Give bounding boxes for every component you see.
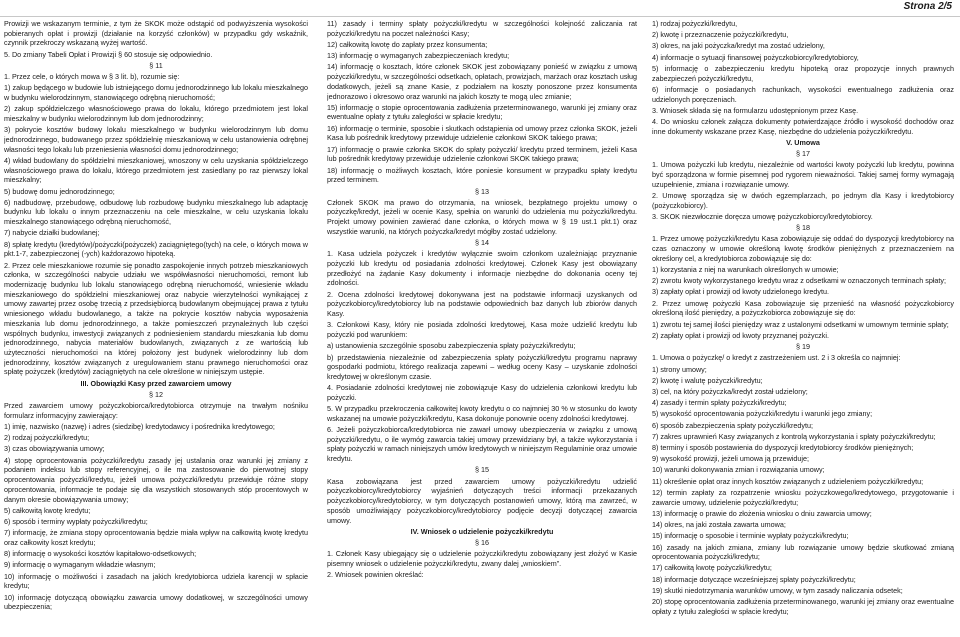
paragraph: 5) informację o zabezpieczeniu kredytu hipoteką oraz propozycje innych prawnych zabezpieczeń pożyczki/kredytu, (652, 63, 954, 83)
paragraph: 1) imię, nazwisko (nazwę) i adres (siedzibę) kredytodawcy i pośrednika kredytowego; (4, 422, 275, 432)
paragraph: Członek SKOK ma prawo do otrzymania, na wniosek, bezpłatnego projektu umowy o pożyczkę/kredyt, jeżeli w ocenie Kasy, spełnia on warunki do udzielenia mu pożyczki/kredytu. Projekt umowy powinien zawierać dane członka, o których mowa w § 19 ust.1 pkt.1) oraz wszystkie warunki, na których pożyczka/kredyt mógłby zostać udzielony. (327, 197, 637, 236)
paragraph: 8) informację o wysokości kosztów kapitałowo-odsetkowych; (4, 549, 197, 559)
header-rule (0, 16, 960, 17)
paragraph: 3. SKOK niezwłocznie doręcza umowę pożyczkobiorcy/kredytobiorcy. (652, 211, 873, 221)
paragraph: 2) zakup spółdzielczego własnościowego prawa do lokalu, którego przedmiotem jest lokal mieszkalny w budynku wielorodzinnym lub dom jednorodzinny; (4, 104, 308, 123)
paragraph: 20) stopę oprocentowania zadłużenia przeterminowanego, warunki jej zmiany oraz ewentualne opłaty z tytułu zaległości w spłacie kredytu; (652, 597, 954, 616)
paragraph: Przed zawarciem umowy pożyczkobiorca/kredytobiorca otrzymuje na trwałym nośniku formularz informacyjny zawierający: (4, 401, 308, 420)
paragraph: 10) warunki dokonywania zmian i rozwiązania umowy; (652, 465, 825, 475)
paragraph: 4. Posiadanie zdolności kredytowej nie zobowiązuje Kasy do udzielenia członkowi kredytu lub pożyczki. (327, 383, 637, 402)
paragraph: 3) pokrycie kosztów budowy lokalu mieszkalnego w budynku wielorodzinnym lub domu jednorodzinnego, budowanego przez spółdzielnię mieszkaniową w celu ustanowienia odrębnej własności tego lokalu lub przeniesienia własności domu jednorodzinnego; (4, 125, 308, 154)
column-right (652, 19, 954, 635)
paragraph: 7) nabycie działki budowlanej; (4, 228, 100, 238)
paragraph: 12) całkowitą kwotę do zapłaty przez konsumenta; (327, 39, 488, 49)
paragraph-number: § 15 (475, 465, 489, 475)
paragraph: 1) zakup będącego w budowie lub istniejącego domu jednorodzinnego lub lokalu mieszkalnego w budynku wielorodzinnym, stanowiącego odrębną nieruchomość; (4, 83, 308, 103)
paragraph: 7) informację, że zmiana stopy oprocentowania będzie miała wpływ na całkowitą kwotę kredytu oraz całkowity koszt kredytu; (4, 528, 308, 547)
paragraph: 2. Wniosek powinien określać: (327, 570, 424, 580)
paragraph: 10) informację dotyczącą obowiązku zawarcia umowy dodatkowej, w szczególności umowy ubezpieczenia; (4, 592, 308, 612)
paragraph: 7) zakres uprawnień Kasy związanych z kontrolą wykorzystania i spłaty pożyczki/kredytu; (652, 431, 936, 441)
paragraph: b) przedstawienia niezależnie od zabezpieczenia spłaty pożyczki/kredytu programu naprawy gospodarki podmiotu, którego realizacja zapewni – według oceny Kasy – uzyskanie zdolności kredytowej w określonym czasie. (327, 352, 637, 381)
paragraph-number: § 11 (149, 60, 163, 70)
paragraph: 6) sposób zabezpieczenia spłaty pożyczki/kredytu; (652, 420, 814, 430)
paragraph: 1) korzystania z niej na warunkach określonych w umowie; (652, 265, 839, 275)
paragraph: 2. Przez umowę pożyczki Kasa zobowiązuje się przenieść na własność pożyczkobiorcy określoną ilość pieniędzy, a pożyczkobiorca zobowiązuje się do: (652, 298, 954, 318)
paragraph: a) ustanowienia szczególnie sposobu zabezpieczenia spłaty pożyczki/kredytu; (327, 341, 576, 351)
paragraph: 4) stopę oprocentowania pożyczki/kredytu zasady jej ustalania oraz warunki jej zmiany z podaniem indeksu lub stopy referencyjnej, o ile ma zastosowanie do pierwotnej stopy oprocentowania pożyczki/kredytu, jeżeli umowa pożyczki/kredytu przewiduje różne stopy oprocentowania, informacje te podaje się dla wszystkich stosowanych stóp procentowych w danym okresie obowiązywania umowy; (4, 455, 308, 504)
paragraph: 13) informację o prawie do złożenia wniosku o dniu zawarcia umowy; (652, 508, 872, 518)
paragraph: 1) zwrotu tej samej ilości pieniędzy wraz z ustalonymi odsetkami w umownym terminie spłaty; (652, 319, 949, 329)
paragraph: 1. Umowa pożyczki lub kredytu, niezależnie od wartości kwoty pożyczki lub kredytu, powinna być sporządzona w formie pisemnej pod rygorem nieważności. Takiej samej formy wymagają uzupełnienie, zmiana i rozwiązanie umowy. (652, 160, 954, 189)
paragraph: 2) kwotę i przeznaczenie pożyczki/kredytu, (652, 30, 789, 40)
paragraph-number: § 19 (796, 342, 810, 352)
paragraph: 14) informację o kosztach, które członek SKOK jest zobowiązany ponieść w związku z umową pożyczki/kredytu, w szczególności odsetkach, opłatach, prowizjach, marżach oraz kosztach usług dodatkowych, jeżeli są znane Kasie, z podziałem na koszty ponoszone przez konsumenta jednorazowo i okresowo oraz warunki na jakich koszty te mogą ulec zmianie; (327, 62, 637, 101)
paragraph-number: § 14 (475, 238, 489, 248)
paragraph: 5) całkowitą kwotę kredytu; (4, 505, 91, 515)
section-heading: V. Umowa (786, 137, 820, 147)
paragraph: 10) informację o możliwości i zasadach na jakich kredytobiorca udziela karencji w spłacie kredytu; (4, 571, 308, 591)
paragraph-number: § 13 (475, 186, 489, 196)
paragraph-number: § 18 (796, 223, 810, 233)
paragraph: 1. Umowa o pożyczkę/ o kredyt z zastrzeżeniem ust. 2 i 3 określa co najmniej: (652, 353, 901, 363)
paragraph: 5) budowę domu jednorodzinnego; (4, 186, 115, 196)
paragraph: 2) kwotę i walutę pożyczki/kredytu; (652, 375, 763, 385)
paragraph: 1. Przez cele, o których mowa w § 3 lit. b), rozumie się: (4, 72, 180, 82)
paragraph: 14) okres, na jaki została zawarta umowa; (652, 520, 786, 530)
paragraph: 8) terminy i sposób postawienia do dyspozycji kredytobiorcy środków pieniężnych; (652, 443, 914, 453)
paragraph: 9) wysokość prowizji, jeżeli umowa ją przewiduje; (652, 454, 809, 464)
paragraph: 13) informację o wymaganych zabezpieczeniach kredytu; (327, 51, 510, 61)
paragraph: 6) informacje o posiadanych rachunkach, wysokości ewentualnego zadłużenia oraz udzielonych poręczeniach. (652, 84, 954, 104)
paragraph: 3) okres, na jaki pożyczka/kredyt ma zostać udzielony, (652, 41, 825, 51)
paragraph: 1. Członek Kasy ubiegający się o udzielenie pożyczki/kredytu zobowiązany jest złożyć w Kasie pisemny wniosek o udzielenie pożyczki/kredytu, zwany dalej „wnioskiem”. (327, 549, 637, 568)
paragraph: 1. Przez umowę pożyczki/kredytu Kasa zobowiązuje się oddać do dyspozycji kredytobiorcy na czas oznaczony w umowie określoną kwotę środków pieniężnych z przeznaczeniem na określony cel, a kredytobiorca zobowiązuje się do: (652, 234, 954, 263)
paragraph: 16) zasady na jakich zmiana, zmiany lub rozwiązanie umowy będzie skutkować zmianą oprocentowania pożyczki/kredytu; (652, 542, 954, 562)
paragraph: 6. Jeżeli pożyczkobiorca/kredytobiorca nie zawarł umowy ubezpieczenia w związku z umową pożyczki/kredytu, o ile wymóg zawarcia takiej umowy przewidziany był, a także wykorzystania i spłaty pożyczki w ramach niniejszych umów kredytowych w niniejszym Regulaminie oraz umowie kredytu. (327, 425, 637, 464)
paragraph: 18) informację o możliwych kosztach, które poniesie konsument w przypadku spłaty kredytu przed terminem. (327, 165, 637, 185)
paragraph: 1) rodzaj pożyczki/kredytu, (652, 19, 738, 28)
paragraph: 1. Kasa udziela pożyczek i kredytów wyłącznie swoim członkom uzależniając przyznanie pożyczki lub kredytu od posiadania zdolności kredytowej. Członek Kasy jest obowiązany przedłożyć na żądanie Kasy dokumenty i informacje niezbędne do dokonania oceny tej zdolności. (327, 249, 637, 288)
paragraph: 4) informacje o sytuacji finansowej pożyczkobiorcy/kredytobiorcy, (652, 52, 859, 62)
paragraph: 1) strony umowy; (652, 364, 707, 374)
paragraph: 15) informację o stopie oprocentowania zadłużenia przeterminowanego, warunki jej zmiany oraz ewentualne opłaty z tytułu zaległości w spłacie kredytu; (327, 102, 637, 122)
paragraph: 16) informację o terminie, sposobie i skutkach odstąpienia od umowy przez członka SKOK, jeżeli Kasa lub pośrednik kredytowy przewiduje udzielenie członkowi SKOK takiego prawa; (327, 123, 637, 143)
paragraph: 5. Do zmiany Tabeli Opłat i Prowizji § 60 stosuje się odpowiednio. (4, 49, 213, 59)
paragraph: 9) informację o wymaganym wkładzie własnym; (4, 560, 156, 570)
paragraph: 4) zasady i termin spłaty pożyczki/kredytu; (652, 398, 787, 408)
paragraph: 5) wysokość oprocentowania pożyczki/kredytu i warunki jego zmiany; (652, 409, 873, 419)
paragraph: 2. Umowę sporządza się w dwóch egzemplarzach, po jednym dla Kasy i kredytobiorcy (pożyczkobiorcy). (652, 191, 954, 210)
paragraph: 3) zapłaty opłat i prowizji od kwoty udzielonego kredytu. (652, 287, 829, 297)
paragraph: 19) skutki niedotrzymania warunków umowy, w tym zasady naliczania odsetek; (652, 585, 903, 595)
section-heading: IV. Wniosek o udzielenie pożyczki/kredytu (410, 526, 554, 536)
paragraph: 17) informację o prawie członka SKOK do spłaty pożyczki/ kredytu przed terminem, jeżeli Kasa lub pośrednik kredytowy przewiduje udzielenie członkowi SKOK takiego prawa; (327, 144, 637, 164)
paragraph-number: § 12 (149, 389, 163, 399)
column-left (4, 19, 308, 635)
column-middle (327, 19, 637, 635)
paragraph-number: § 17 (796, 149, 810, 159)
paragraph: 6) nadbudowę, przebudowę, odbudowę lub rozbudowę budynku mieszkalnego lub adaptację budynku lub lokalu o innym przeznaczeniu na cele mieszkalne, w celu uzyskania lokalu mieszkalnego stanowiącego odrębną nieruchomość, (4, 197, 308, 227)
paragraph: 8) spłatę kredytu (kredytów)/pożyczki(pożyczek) zaciągniętego(tych) na cele, o których mowa w pkt.1-7, zabezpieczonej (-ych) kaźdorazowo hipoteką. (4, 239, 308, 259)
paragraph-number: § 16 (475, 537, 489, 547)
paragraph: 3. Członkowi Kasy, który nie posiada zdolności kredytowej, Kasa może udzielić kredytu lub pożyczki pod warunkiem: (327, 320, 637, 340)
paragraph: 11) zasady i terminy spłaty pożyczki/kredytu w szczególności kolejność zaliczania rat pożyczki/kredytu na poczet należności Kasy; (327, 19, 637, 38)
paragraph: 2) rodzaj pożyczki/kredytu; (4, 433, 90, 443)
paragraph: 3) czas obowiązywania umowy; (4, 444, 105, 454)
paragraph: 2. Przez cele mieszkaniowe rozumie się ponadto zaspokojenie innych potrzeb mieszkaniowych członka, w szczególności nabycie udziału we współwłasności nieruchomości, remont lub modernizację budynku lub lokalu stanowiącego odrębną nieruchomość, wniesienie wkładu mieszkaniowego do spółdzielni mieszkaniowej oraz nabycie wierzytelności wynikającej z umowy zawartej przez osobę trzecią z przedsiębiorcą budowlanym obejmującej prawa z tytułu wniesionego wkładu budowlanego, a także na pokrycie kosztów nabycia wyposażenia mieszkania lub domu jednorodzinnego, a także pomieszczeń przynależnych lub części wspólnych budynku, inwestycji związanych z podniesieniem standardu mieszkania lub domu jednorodzinnego, nabycia materiałów budowlanych, związanych z ze wartością lub użyteczności nieruchomości na której położony jest budynek wielorodzinny lub dom jednorodzinny, kosztów związanych z uregulowaniem stanu prawnego nieruchomości oraz spłatę pożyczek (kredytów) zaciągniętych na cele określone w niniejszym ustępie. (4, 260, 308, 377)
section-heading: III. Obowiązki Kasy przed zawarciem umowy (80, 378, 232, 388)
paragraph: 3) cel, na który pożyczka/kredyt został udzielony; (652, 386, 808, 396)
paragraph: 4. Do wniosku członek załącza dokumenty potwierdzające źródło i wysokość dochodów oraz inne dokumenty wskazane przez Kasę, niezbędne do udzielenia pożyczki/kredytu. (652, 116, 954, 136)
paragraph: 17) całkowitą kwotę pożyczki/kredytu; (652, 563, 772, 573)
paragraph: 2) zwrotu kwoty wykorzystanego kredytu wraz z odsetkami w oznaczonych terminach spłaty; (652, 276, 947, 286)
paragraph: 2) zapłaty opłat i prowizji od kwoty przyznanej pożyczki. (652, 330, 829, 340)
paragraph: 18) informacje dotyczące wcześniejszej spłaty pożyczki/kredytu; (652, 574, 856, 584)
paragraph: 3. Wniosek składa się na formularzu udostępnionym przez Kasę. (652, 105, 859, 115)
paragraph: Kasa zobowiązana jest przed zawarciem umowy pożyczki/kredytu udzielić pożyczkobiorcy/kredytobiorcy wyjaśnień dotyczących treści informacji przekazanych pożyczkobiorcy/kredytobiorcy, w tym dotyczących postanowień umowy, którą ma zawrzeć, w sposób umożliwiający pożyczkobiorcy/kredytobiorcy podjęcie decyzji dotyczącej zawarcia umowy. (327, 476, 637, 525)
paragraph: 2. Ocena zdolności kredytowej dokonywana jest na podstawie informacji uzyskanych od pożyczkobiorcy/kredytobiorcy lub na podstawie odpowiednich baz danych lub zbiorów danych Kasy. (327, 289, 637, 319)
paragraph: Prowizji we wskazanym terminie, z tym że SKOK może odstąpić od podwyższenia wysokości pobieranych opłat i prowizji (działanie na korzyść członków) w przypadku gdy wskaźnik, czynnik przekroczy wskazaną wyżej wartość. (4, 19, 308, 48)
paragraph: 15) informację o sposobie i terminie wypłaty pożyczki/kredytu; (652, 531, 849, 541)
page-number: Strona 2/5 (903, 1, 952, 12)
paragraph: 12) termin zapłaty za rozpatrzenie wniosku pożyczkowego/kredytowego, przygotowanie i zawarcie umowy, udzielenie pożyczki/kredytu; (652, 487, 954, 507)
paragraph: 5. W przypadku przekroczenia całkowitej kwoty kredytu o co najmniej 30 % w stosunku do kwoty wskazanej na umowie pożyczki/kredytu, Kasa dokonuje ponownie oceny zdolności kredytowej. (327, 404, 637, 423)
paragraph: 4) wkład budowlany do spółdzielni mieszkaniowej, wnoszony w celu uzyskania spółdzielczego własnościowego prawa do lokalu, którego przedmiotem jest zasiedlany po raz pierwszy lokal mieszkalny; (4, 155, 308, 185)
paragraph: 11) określenie opłat oraz innych kosztów związanych z udzieleniem pożyczki/kredytu; (652, 476, 924, 486)
paragraph: 6) sposób i terminy wypłaty pożyczki/kredytu; (4, 517, 148, 526)
